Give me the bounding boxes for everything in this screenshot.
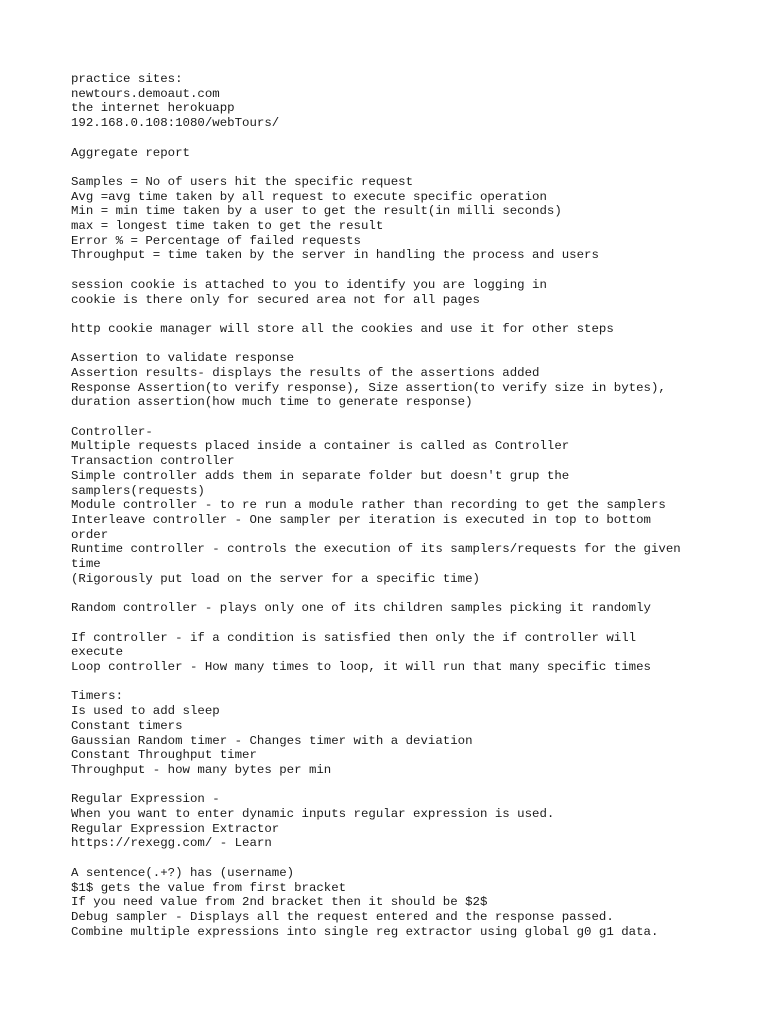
text-line: max = longest time taken to get the result [71, 219, 384, 233]
text-line: Avg =avg time taken by all request to execute specific operation [71, 189, 547, 204]
text-line: A sentence(.+?) has (username) [71, 865, 295, 880]
text-line: cookie is there only for secured area not for all pages [71, 292, 480, 307]
text-line: Runtime controller - controls the execution of its samplers/requests for the given [71, 542, 681, 557]
text-line: Multiple requests placed inside a container is called as Controller [71, 439, 570, 454]
text-line: Module controller - to re run a module rather than recording to get the samplers [71, 498, 666, 513]
paragraph [71, 425, 731, 587]
text-line: time [71, 557, 101, 572]
text-line: Simple controller adds them in separate folder but doesn't grup the [71, 468, 570, 483]
paragraph [71, 792, 731, 851]
document-page [71, 72, 731, 954]
text-line: samplers(requests) [71, 483, 205, 498]
text-line: Constant Throughput timer [71, 748, 257, 763]
paragraph [71, 631, 731, 675]
text-line: duration assertion(how much time to generate response) [71, 395, 473, 410]
paragraph [71, 689, 731, 777]
text-line: Min = min time taken by a user to get the result(in milli seconds) [71, 204, 562, 219]
text-line: Combine multiple expressions into single reg extractor using global g0 g1 data. [71, 924, 659, 939]
text-line: order [71, 527, 109, 542]
text-line: execute [71, 645, 124, 660]
text-line: Interleave controller - One sampler per iteration is executed in top to bottom [71, 513, 651, 527]
text-line: https://rexegg.com/ - Learn [71, 836, 272, 851]
text-line: Loop controller - How many times to loop, it will run that many specific times [71, 660, 651, 674]
text-line: 192.168.0.108:1080/webTours/ [71, 116, 280, 131]
text-line: When you want to enter dynamic inputs regular expression is used. [71, 807, 555, 821]
text-line: Assertion results- displays the results of the assertions added [71, 365, 540, 380]
text-line: Transaction controller [71, 454, 235, 469]
text-line: Aggregate report [71, 145, 190, 160]
paragraph [71, 278, 731, 307]
text-line: practice sites: [71, 72, 183, 86]
paragraph [71, 322, 731, 337]
text-line: $1$ gets the value from first bracket [71, 880, 347, 895]
text-line: Controller- [71, 424, 153, 439]
text-line: Samples = No of users hit the specific request [71, 174, 414, 189]
text-line: session cookie is attached to you to identify you are logging in [71, 277, 547, 292]
text-line: Response Assertion(to verify response), Size assertion(to verify size in bytes), [71, 380, 666, 395]
text-line: If you need value from 2nd bracket then it should be $2$ [71, 895, 488, 910]
paragraph [71, 351, 731, 410]
paragraph [71, 601, 731, 616]
text-line: Random controller - plays only one of its children samples picking it randomly [71, 601, 651, 616]
text-line: Error % = Percentage of failed requests [71, 233, 361, 248]
paragraph [71, 146, 731, 161]
text-line: Throughput - how many bytes per min [71, 762, 332, 777]
paragraph [71, 175, 731, 263]
text-line: Regular Expression Extractor [71, 821, 280, 836]
text-line: Is used to add sleep [71, 704, 220, 719]
text-line: Gaussian Random timer - Changes timer with a deviation [71, 733, 473, 748]
text-line: Debug sampler - Displays all the request entered and the response passed. [71, 909, 614, 924]
text-line: newtours.demoaut.com [71, 86, 220, 101]
paragraph [71, 72, 731, 131]
text-line: Assertion to validate response [71, 351, 295, 366]
text-line: Constant timers [71, 718, 183, 733]
paragraph [71, 866, 731, 940]
text-line: Throughput = time taken by the server in handling the process and users [71, 248, 599, 263]
text-line: the internet herokuapp [71, 101, 235, 116]
text-line: (Rigorously put load on the server for a specific time) [71, 571, 480, 586]
text-line: http cookie manager will store all the cookies and use it for other steps [71, 321, 614, 336]
text-line: Regular Expression - [71, 792, 220, 807]
text-line: If controller - if a condition is satisfied then only the if controller will [71, 630, 637, 645]
text-line: Timers: [71, 689, 124, 704]
